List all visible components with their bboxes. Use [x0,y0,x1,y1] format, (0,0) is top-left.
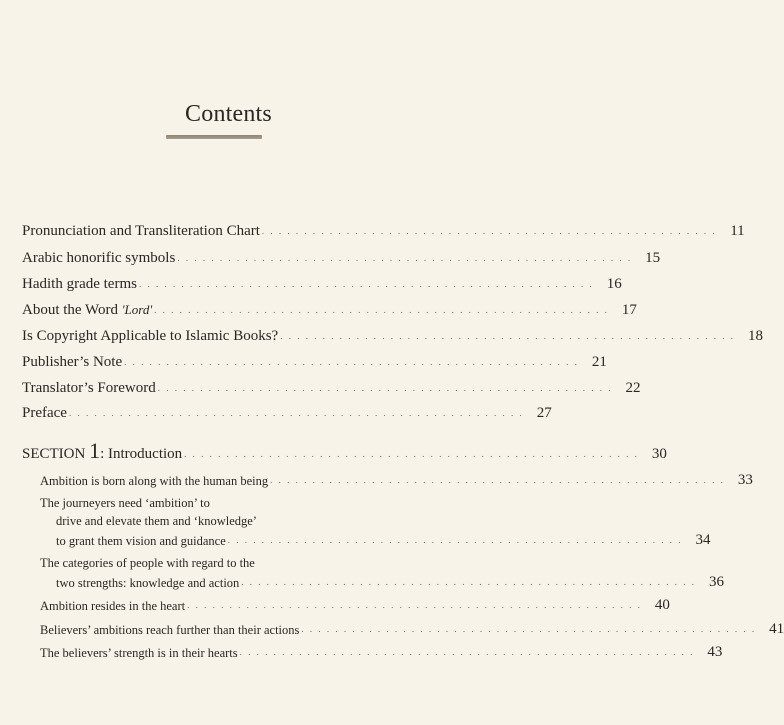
toc-entry-page: 41 [769,621,784,637]
dot-leader: . . . . . . . . . . . . . . . . . . . . . . . . . . . . . . . . . . . . . . . . . . . . . . . . . . . . . . [239,647,695,657]
toc-entry-page: 30 [651,446,667,462]
toc-entry-page: 34 [695,532,711,548]
dot-leader: . . . . . . . . . . . . . . . . . . . . . . . . . . . . . . . . . . . . . . . . . . . . . . . . . . . . . . [301,624,757,634]
toc-entry-page: 11 [730,223,745,239]
toc-entry-page: 16 [606,276,622,292]
dot-leader: . . . . . . . . . . . . . . . . . . . . . . . . . . . . . . . . . . . . . . . . . . . . . . . . . . . . . . [261,226,717,236]
toc-entry-preface[interactable] [22,405,552,422]
dot-leader: . . . . . . . . . . . . . . . . . . . . . . . . . . . . . . . . . . . . . . . . . . . . . . . . . . . . . . [154,305,609,315]
toc-entry-honorific-symbols[interactable] [22,250,661,267]
section-prefix: SECTION [22,446,90,462]
toc-entry-label: Hadith grade terms [22,276,137,292]
toc-entry-hadith-grade-terms[interactable] [22,276,622,293]
section-heading-label [22,440,182,463]
toc-entry-page: 18 [747,328,763,344]
toc-subentry-journeyers-line2[interactable]: drive and elevate them and ‘knowledge’ [56,514,257,528]
toc-entry-page: 22 [625,380,641,396]
toc-entry-page: 36 [709,574,725,590]
toc-subentry-ambition-born[interactable] [40,472,753,489]
toc-entry-translators-foreword[interactable] [22,380,641,397]
toc-entry-page: 17 [621,302,637,318]
toc-section-1-heading[interactable] [22,438,667,463]
dot-leader: . . . . . . . . . . . . . . . . . . . . . . . . . . . . . . . . . . . . . . . . . . . . . . . . . . . . . . [124,357,579,367]
toc-entry-page: 43 [707,644,723,660]
dot-leader: . . . . . . . . . . . . . . . . . . . . . . . . . . . . . . . . . . . . . . . . . . . . . . . . . . . . . . [138,279,594,289]
dot-leader: . . . . . . . . . . . . . . . . . . . . . . . . . . . . . . . . . . . . . . . . . . . . . . . . . . . . . . [177,253,633,263]
dot-leader: . . . . . . . . . . . . . . . . . . . . . . . . . . . . . . . . . . . . . . . . . . . . . . . . . . . . . . [241,577,697,587]
toc-entry-about-lord[interactable] [22,302,637,319]
dot-leader: . . . . . . . . . . . . . . . . . . . . . . . . . . . . . . . . . . . . . . . . . . . . . . . . . . . . . . [157,383,613,393]
dot-leader: . . . . . . . . . . . . . . . . . . . . . . . . . . . . . . . . . . . . . . . . . . . . . . . . . . . . . . [280,331,735,341]
toc-entry-page: 21 [591,354,607,370]
toc-subentry-label: Ambition is born along with the human being [40,474,269,488]
toc-entry-page: 27 [536,405,552,421]
toc-entry-label: Translator’s Foreword [22,380,156,396]
toc-entry-label-prefix: About the Word [22,302,122,318]
dot-leader: . . . . . . . . . . . . . . . . . . . . . . . . . . . . . . . . . . . . . . . . . . . . . . . . . . . . . . [68,408,524,418]
toc-subentry-categories[interactable] [56,574,725,591]
toc-entry-label: Pronunciation and Transliteration Chart [22,223,260,239]
toc-subentry-label: The believers’ strength is in their hearts [40,646,238,660]
toc-entry-copyright[interactable] [22,328,763,345]
toc-subentry-journeyers[interactable] [56,532,711,549]
toc-entry-label: Arabic honorific symbols [22,250,176,266]
toc-entry-page: 40 [654,597,670,613]
toc-subentry-journeyers-line1[interactable]: The journeyers need ‘ambition’ to [40,496,210,510]
toc-entry-label: Publisher’s Note [22,354,123,370]
toc-entry-page: 15 [645,250,661,266]
page-title: Contents [185,101,272,127]
dot-leader: . . . . . . . . . . . . . . . . . . . . . . . . . . . . . . . . . . . . . . . . . . . . . . . . . . . . . . [227,535,683,545]
toc-subentry-label: Believers’ ambitions reach further than their actions [40,623,300,637]
toc-subentry-believers-ambitions[interactable] [40,621,784,638]
dot-leader: . . . . . . . . . . . . . . . . . . . . . . . . . . . . . . . . . . . . . . . . . . . . . . . . . . . . . . [184,449,639,459]
section-number: 1 [89,438,101,463]
toc-entry-label [22,302,152,319]
toc-subentry-believers-strength[interactable] [40,644,723,661]
toc-subentry-ambition-heart[interactable] [40,597,670,614]
toc-entry-label: Preface [22,405,67,421]
toc-subentry-categories-line1[interactable]: The categories of people with regard to the [40,556,255,570]
title-rule [166,135,262,139]
toc-subentry-label: Ambition resides in the heart [40,599,186,613]
toc-entry-publishers-note[interactable] [22,354,607,371]
dot-leader: . . . . . . . . . . . . . . . . . . . . . . . . . . . . . . . . . . . . . . . . . . . . . . . . . . . . . . [270,475,725,485]
toc-entry-label: Is Copyright Applicable to Islamic Books? [22,328,279,344]
toc-subentry-label: two strengths: knowledge and action [56,576,240,590]
toc-entry-label-italic: 'Lord' [121,302,153,317]
toc-subentry-label: to grant them vision and guidance [56,534,226,548]
dot-leader: . . . . . . . . . . . . . . . . . . . . . . . . . . . . . . . . . . . . . . . . . . . . . . . . . . . . . . [187,600,642,610]
section-title: : Introduction [100,446,183,462]
toc-entry-pronunciation[interactable] [22,223,745,240]
toc-entry-page: 33 [737,472,753,488]
